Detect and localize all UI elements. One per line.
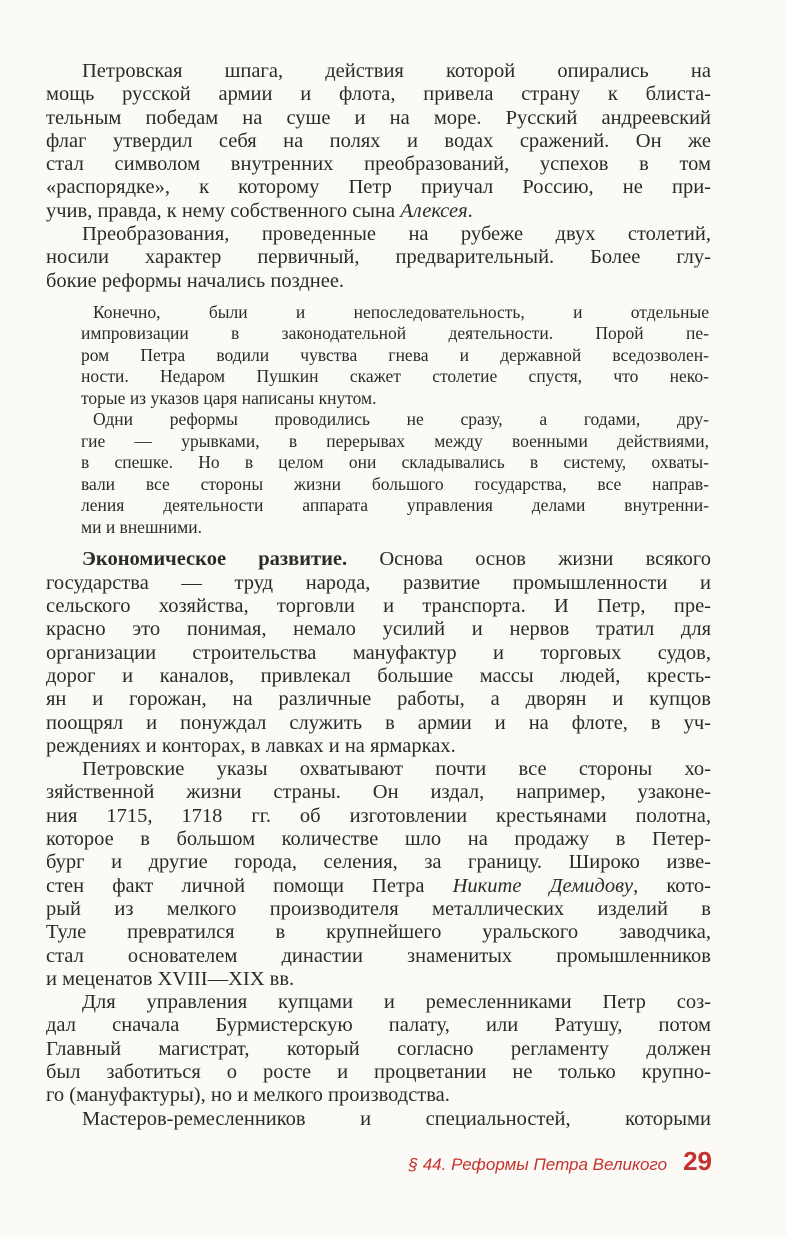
text-line: Преобразования, проведенные на рубеже двух столетий, [82,223,711,246]
text-line: был заботиться о росте и процветании не только крупно- [46,1061,711,1083]
section-heading: Экономическое развитие. [82,548,348,571]
text-line: мощь русской армии и флота, привела страну к блиста- [46,83,711,106]
small-text-line: вали все стороны жизни большого государства, все направ- [81,473,709,494]
text-line: Для управления купцами и ремесленниками Петр соз- [82,991,711,1014]
text-run: . [467,199,473,222]
text-line: Главный магистрат, который согласно регламенту должен [46,1037,711,1060]
text-line: го (мануфактуры), но и мелкого производства. [46,1084,450,1107]
name-demidov: Никите Демидову [452,874,634,897]
small-text-line: ности. Недаром Пушкин скажет столетие спустя, что неко- [81,366,709,387]
text-line: и меценатов XVIII—XIX вв. [46,967,295,990]
text-line: «распорядке», к которому Петр приучал Россию, не при- [46,176,711,199]
page-footer [350,1146,712,1176]
text-line: флаг утвердил себя на полях и водах сражений. Он же [46,129,711,152]
small-text-line: ления деятельности аппарата управления делами внутренни- [81,495,709,516]
text-line: Мастеров-ремесленников и специальностей, которыми [82,1107,711,1130]
text-line [46,875,711,898]
text-run: , кото- [633,874,711,897]
text-run: Основа основ жизни всякого [347,548,711,571]
small-text-line: Конечно, были и непоследовательность, и отдельные [93,301,709,322]
text-line: стал основателем династии знаменитых промышленников [46,944,711,967]
text-line: красно это понимая, немало усилий и нервов тратил для [46,618,711,641]
text-line: которое в большом количестве шло на продажу в Петер- [46,828,711,851]
text-line: бург и другие города, селения, за границу. Широко изве- [46,851,711,874]
text-line: Туле превратился в крупнейшего уральского заводчика, [46,921,711,944]
small-text-line: в спешке. Но в целом они складывались в систему, охваты- [81,452,709,473]
paragraph-transformations [46,223,711,293]
text-line: поощрял и понуждал служить в армии и на флоте, в уч- [46,711,711,734]
text-line [46,200,711,223]
text-run: учив, правда, к нему собственного сына [46,199,401,222]
text-line: рый из мелкого производителя металлических изделий в [46,897,711,920]
text-line: сельского хозяйства, торговли и транспорта. И Петр, пре- [46,595,711,618]
small-text-line: ром Петра водили чувства гнева и державной вседозволен- [81,344,709,365]
name-alexei: Алексея [400,199,468,222]
text-line: реждениях и конторах, в лавках и на ярмарках. [46,734,456,757]
small-print-block [46,302,709,539]
text-run: стен факт личной помощи Петра [46,874,453,897]
paragraph-management [46,991,711,1107]
small-text-line: ми и внешними. [81,516,202,537]
text-line: организации строительства мануфактур и торговых судов, [46,641,711,664]
paragraph-sword [46,60,711,223]
small-text-line: гие — урывками, в перерывах между военными действиями, [81,430,709,451]
text-line: носили характер первичный, предварительный. Более глу- [46,246,711,269]
text-line: ян и горожан, на различные работы, а дворян и купцов [46,688,711,711]
text-line: Петровская шпага, действия которой опирались на [82,60,711,82]
text-line: зяйственной жизни страны. Он издал, например, узаконе- [46,781,711,804]
paragraph-economic-development [46,548,711,758]
text-line: бокие реформы начались позднее. [46,269,345,292]
small-text-line: Одни реформы проводились не сразу, а годами, дру- [93,409,709,430]
paragraph-masters [46,1108,711,1131]
page-number: 29 [683,1146,712,1176]
text-line: дал сначала Бурмистерскую палату, или Ратушу, потом [46,1014,711,1037]
page-body [46,60,711,1131]
text-line: Петровские указы охватывают почти все стороны хо- [82,758,711,781]
paragraph-decrees [46,758,711,991]
small-text-line: торые из указов царя написаны кнутом. [81,387,377,408]
text-line: дорог и каналов, привлекал большие массы людей, кресть- [46,664,711,687]
text-line: ния 1715, 1718 гг. об изготовлении крестьянами полотна, [46,804,711,827]
small-text-line: импровизации в законодательной деятельности. Порой пе- [81,323,709,344]
running-footer-section: § 44. Реформы Петра Великого [408,1155,668,1174]
text-line: стал символом внутренних преобразований, успехов в том [46,153,711,176]
text-line: тельным победам на суше и на море. Русский андреевский [46,106,711,129]
text-line: государства — труд народа, развитие промышленности и [46,571,711,594]
text-line [46,548,711,571]
